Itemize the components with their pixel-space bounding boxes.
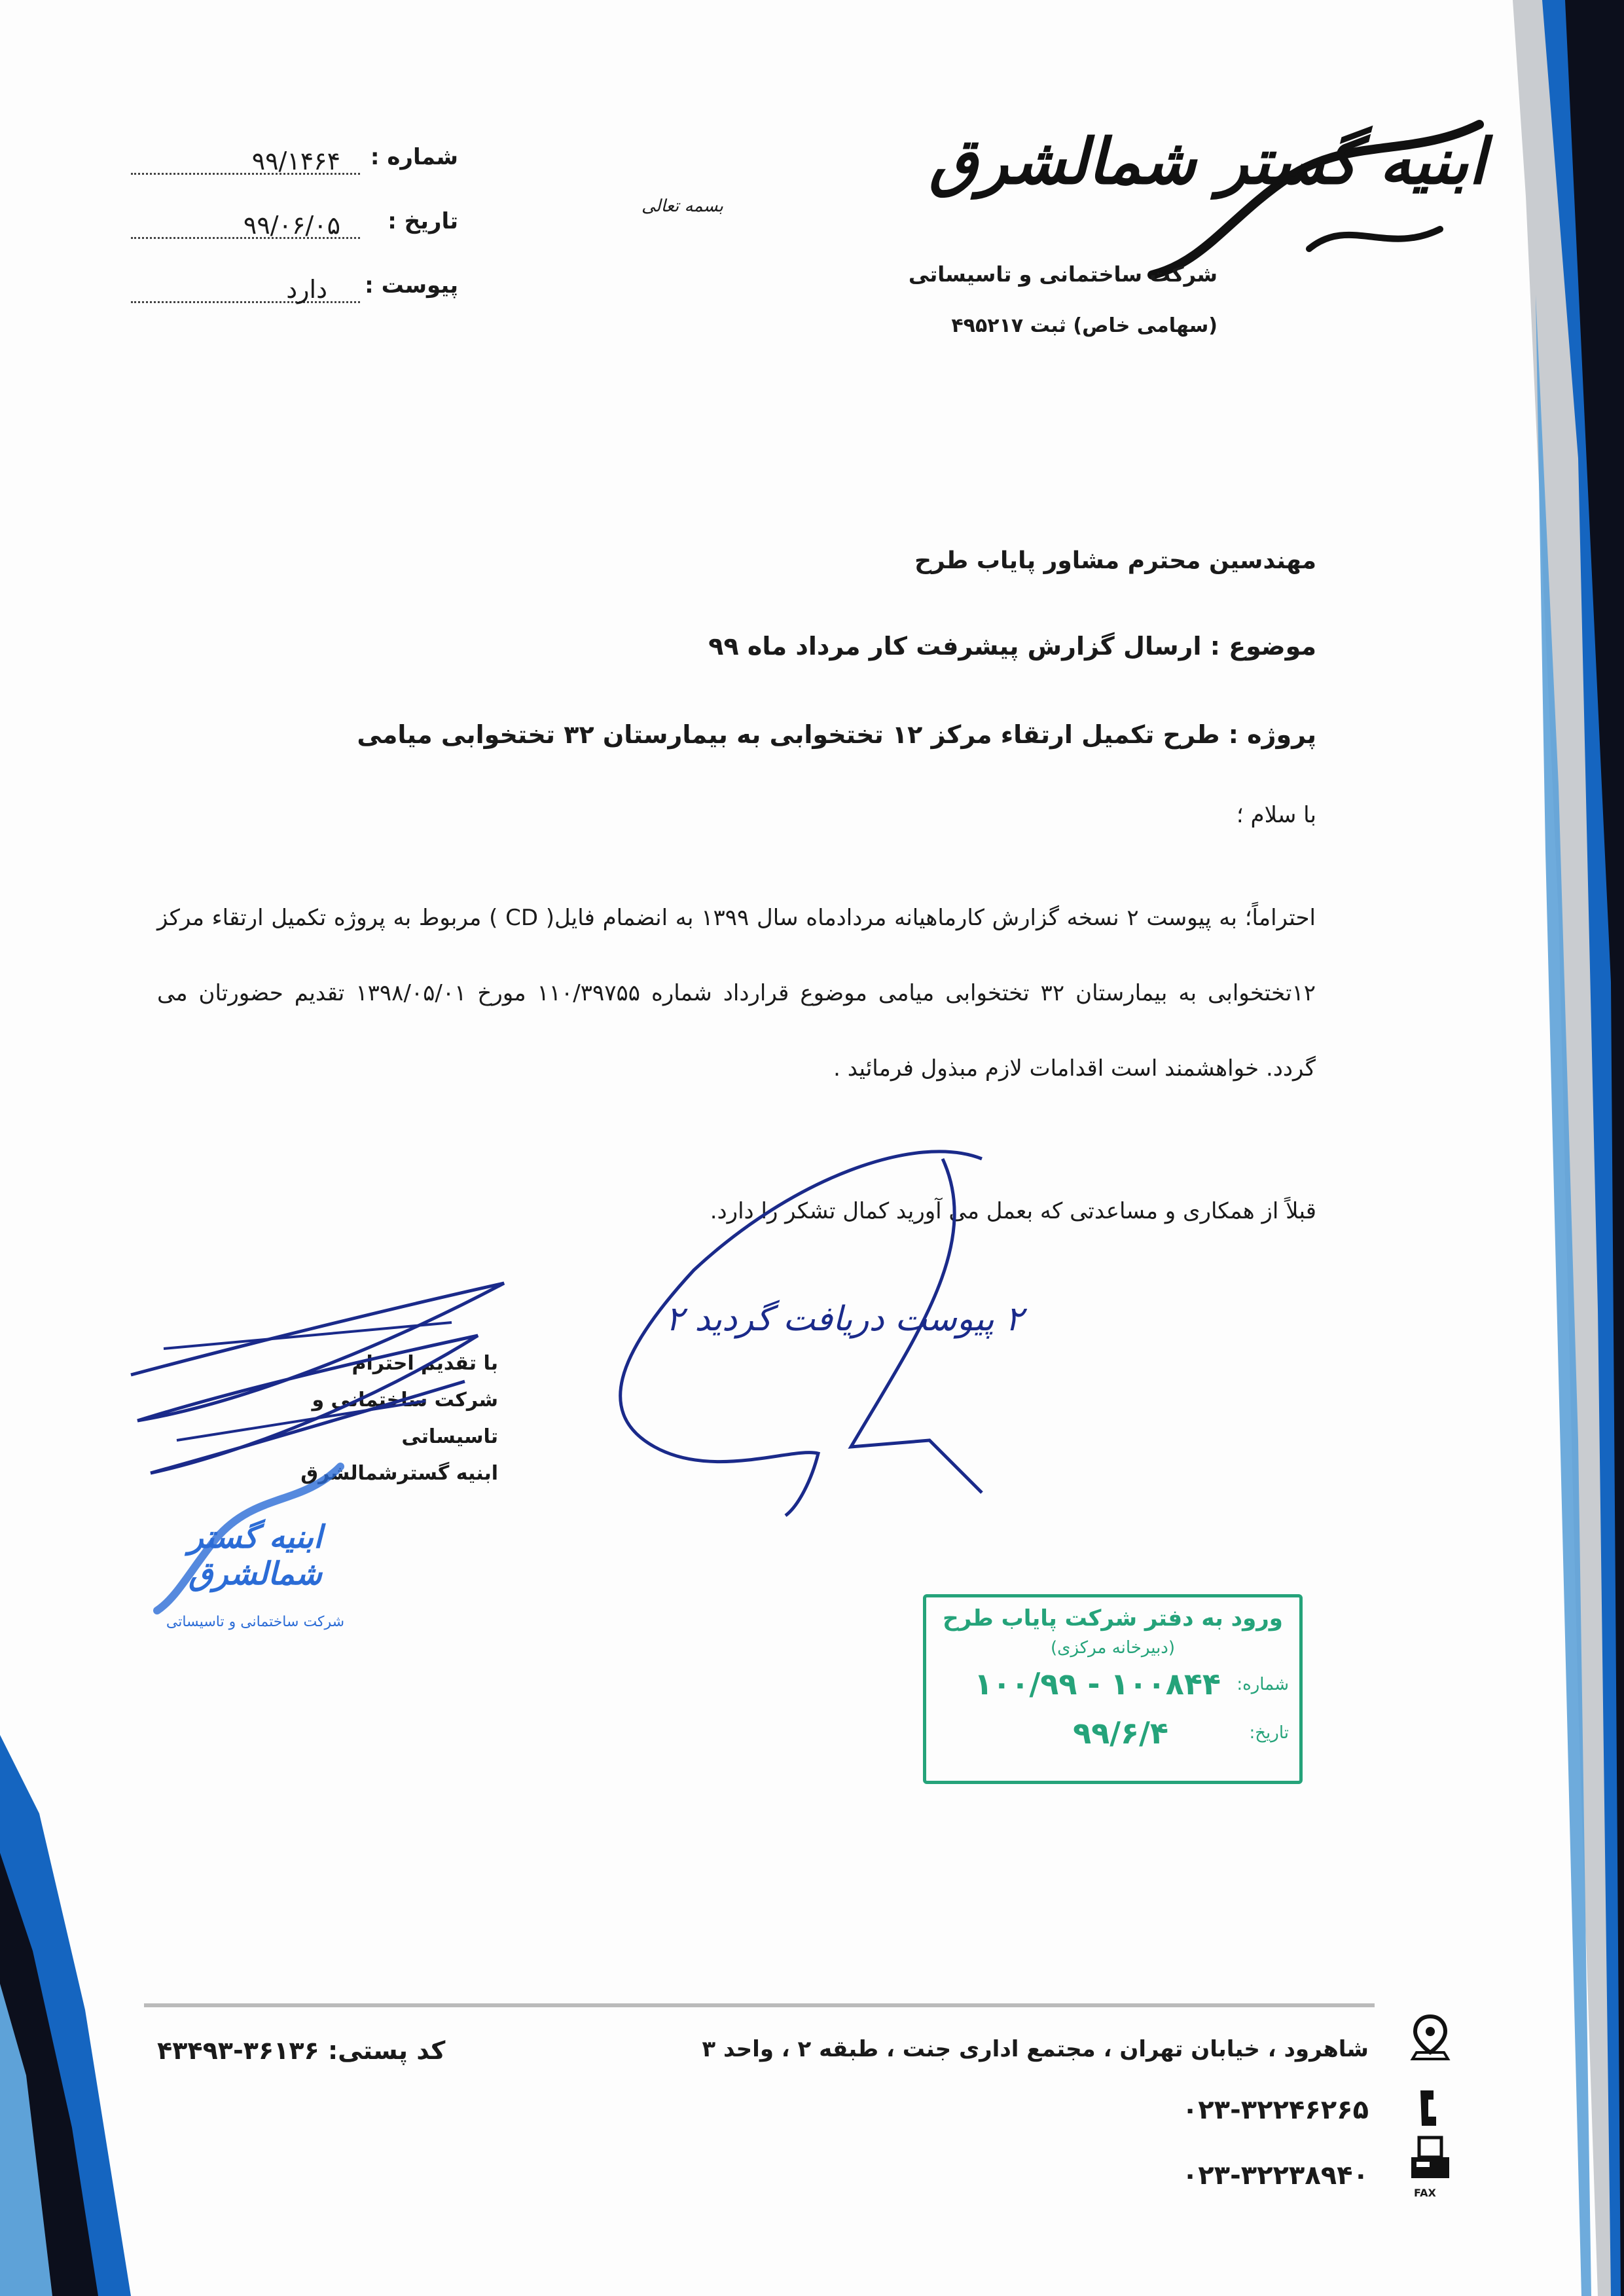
footer-postal: [157, 2036, 445, 2065]
stamp-date-label: تاریخ:: [1249, 1723, 1289, 1743]
stamp-subtitle: (دبیرخانه مرکزی): [1050, 1638, 1176, 1658]
stamp-date: ۹۹/۶/۴: [1073, 1715, 1168, 1751]
closing-company: شرکت ساختمانی و تاسیساتی: [312, 1389, 498, 1448]
attachment-value: دارد: [286, 275, 327, 304]
subject-line: موضوع : ارسال گزارش پیشرفت کار مرداد ماه ۹۹: [708, 632, 1316, 661]
letter-number: ۹۹/۱۴۶۴: [251, 147, 340, 175]
greeting: با سلام ؛: [1236, 802, 1316, 828]
number-label: شماره :: [370, 144, 458, 170]
fax-icon: [1407, 2134, 1453, 2193]
thanks-paragraph: قبلاً از همکاری و مساعدتی که بعمل می آورید کمال تشکر را دارد.: [710, 1198, 1316, 1224]
recipient: مهندسین محترم مشاور پایاب طرح: [914, 547, 1316, 574]
decorative-side-band: [1428, 0, 1624, 2296]
attachment-row: [131, 272, 458, 318]
receipt-stamp: [923, 1594, 1303, 1784]
footer-address: شاهرود ، خیابان تهران ، مجتمع اداری جنت ، طبقه ۲ ، واحد ۳: [702, 2036, 1369, 2062]
company-seal: [131, 1421, 380, 1656]
footer-fax: ۰۲۳-۳۲۲۳۸۹۴۰: [1182, 2160, 1369, 2191]
date-label: تاریخ :: [388, 208, 458, 234]
postal-label: کد پستی:: [327, 2036, 446, 2065]
footer-phone: ۰۲۳-۳۲۲۴۶۲۶۵: [1182, 2095, 1369, 2125]
seal-outer-text: شرکت ساختمانی و تاسیساتی: [166, 1614, 345, 1630]
closing-regards: با تقدیم احترام: [352, 1352, 498, 1375]
stamp-title: ورود به دفتر شرکت پایاب طرح: [943, 1605, 1283, 1631]
closing-company-name: ابنیه گسترشمالشرق: [300, 1462, 498, 1485]
seal-inner-text: ابنیه گستر شمالشرق: [188, 1519, 323, 1592]
letter-number-row: [131, 144, 458, 190]
letter-date: ۹۹/۰۶/۰۵: [243, 211, 340, 240]
decorative-corner-bottom-left: [0, 1735, 131, 2296]
body-paragraph: احتراماً؛ به پیوست ۲ نسخه گزارش کارماهیانه مردادماه سال ۱۳۹۹ به انضمام فایل( CD ) مربوط به پروژه تکمیل ارتقاء مرکز ۱۲تختخوابی به بیمارستان ۳۲ تختخوابی میامی موضوع قرارداد شماره ۱۱۰/۳۹۷۵۵ مورخ ۱۳۹۸/۰۵/۰۱ تقدیم حضورتان می گردد. خواهشمند است اقدامات لازم مبذول فرمائید .: [157, 905, 1316, 1082]
phone-icon: [1414, 2085, 1447, 2131]
project-line: پروژه : طرح تکمیل ارتقاء مرکز ۱۲ تختخوابی به بیمارستان ۳۲ تختخوابی میامی: [357, 720, 1316, 749]
handwritten-note: ۲ پیوست دریافت گردید ۲: [665, 1300, 1024, 1339]
bismillah: بسمه تعالی: [641, 196, 723, 216]
map-pin-icon: [1407, 2013, 1453, 2066]
company-name: شرکت ساختمانی و تاسیساتی: [908, 262, 1218, 287]
stamp-number-label: شماره:: [1236, 1675, 1289, 1694]
letter-date-row: [131, 208, 458, 254]
stamp-number: ۱۰۰/۹۹ - ۱۰۰۸۴۴: [974, 1666, 1221, 1702]
logo-text: ابنیه گستر شمالشرق: [929, 124, 1486, 198]
attachment-label: پیوست :: [365, 272, 458, 299]
postal-value: ۳۶۱۳۶-۴۳۴۹۳: [157, 2036, 319, 2065]
company-registration: (سهامی خاص) ثبت ۴۹۵۲۱۷: [951, 314, 1218, 337]
fax-icon-label: FAX: [1414, 2187, 1436, 2199]
footer-divider: [144, 2003, 1375, 2007]
